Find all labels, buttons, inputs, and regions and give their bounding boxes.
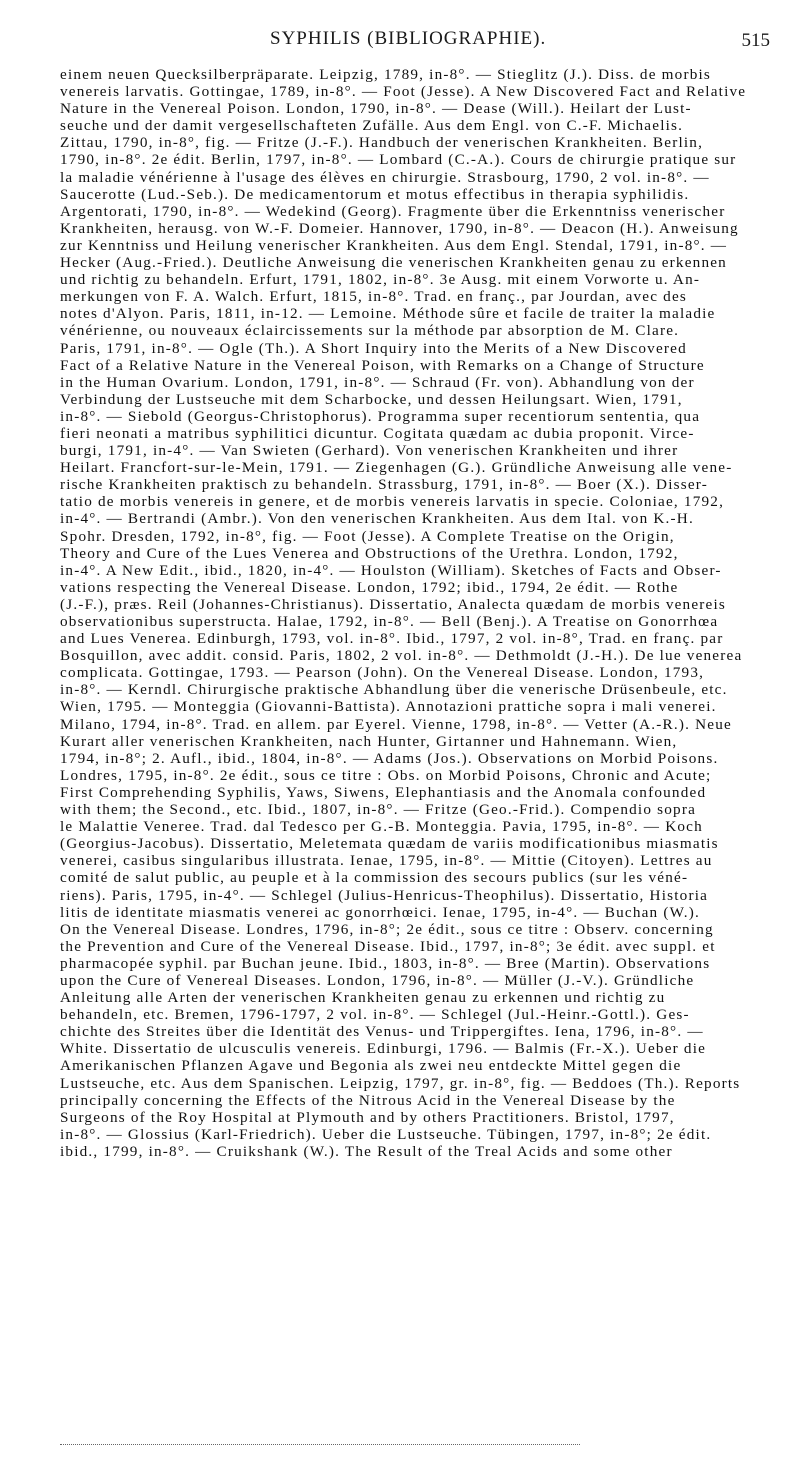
text-line: vénérienne, ou nouveaux éclaircissements sur la méthode par absorption de M. Clare. <box>60 322 680 340</box>
text-line: Zittau, 1790, in-8°, fig. — Fritze (J.-F.). Handbuch der venerischen Krankheiten. Berlin, <box>60 134 704 152</box>
text-line: in-4°. A New Edit., ibid., 1820, in-4°. — Houlston (William). Sketches of Facts and Obser- <box>60 561 722 579</box>
text-line: venereis larvatis. Gottingae, 1789, in-8°. — Foot (Jesse). A New Discovered Fact and Relative <box>60 83 747 101</box>
text-line: principally concerning the Effects of the Nitrous Acid in the Venereal Disease by the <box>60 1091 676 1109</box>
text-line: Fact of a Relative Nature in the Venereal Poison, with Remarks on a Change of Structure <box>60 356 705 374</box>
text-line: burgi, 1791, in-4°. — Van Swieten (Gerhard). Von venerischen Krankheiten und ihrer <box>60 442 679 460</box>
text-line: Bosquillon, avec addit. consid. Paris, 1802, 2 vol. in-8°. — Dethmoldt (J.-H.). De lue venerea <box>60 647 743 665</box>
text-line: 1794, in-8°; 2. Aufl., ibid., 1804, in-8°. — Adams (Jos.). Observations on Morbid Poisons. <box>60 749 719 767</box>
text-line: Nature in the Venereal Poison. London, 1790, in-8°. — Dease (Will.). Heilart der Lust- <box>60 100 692 118</box>
page-header <box>60 28 770 58</box>
text-line: rische Krankheiten praktisch zu behandeln. Strassburg, 1791, in-8°. — Boer (X.). Disser- <box>60 476 709 494</box>
text-line: und richtig zu behandeln. Erfurt, 1791, 1802, in-8°. 3e Ausg. mit einem Vorworte u. An- <box>60 271 701 289</box>
text-line: la maladie vénérienne à l'usage des élèves en chirurgie. Strasbourg, 1790, 2 vol. in-8°. — <box>60 168 710 186</box>
text-line: venerei, casibus singularibus illustrata. Ienae, 1795, in-8°. — Mittie (Citoyen). Lettres au <box>60 852 713 870</box>
footer-rule <box>60 1444 580 1445</box>
text-line: upon the Cure of Venereal Diseases. London, 1796, in-8°. — Müller (J.-V.). Gründliche <box>60 971 695 989</box>
text-line: White. Dissertatio de ulcusculis venereis. Edinburgi, 1796. — Balmis (Fr.-X.). Ueber die <box>60 1040 707 1058</box>
text-line: zur Kenntniss und Heilung venerischer Krankheiten. Aus dem Engl. Stendal, 1791, in-8°. — <box>60 236 728 254</box>
text-line: complicata. Gottingae, 1793. — Pearson (John). On the Venereal Disease. London, 1793, <box>60 664 705 682</box>
text-line: Argentorati, 1790, in-8°. — Wedekind (Georg). Fragmente über die Erkenntniss venerischer <box>60 202 726 220</box>
text-line: the Prevention and Cure of the Venereal Disease. Ibid., 1797, in-8°; 3e édit. avec suppl. et <box>60 937 716 955</box>
text-line: and Lues Venerea. Edinburgh, 1793, vol. in-8°. Ibid., 1797, 2 vol. in-8°, Trad. en franç. par <box>60 630 724 648</box>
text-line: Spohr. Dresden, 1792, in-8°, fig. — Foot (Jesse). A Complete Treatise on the Origin, <box>60 527 675 545</box>
text-line: Heilart. Francfort-sur-le-Mein, 1791. — Ziegenhagen (G.). Gründliche Anweisung alle vene- <box>60 459 733 477</box>
text-line: riens). Paris, 1795, in-4°. — Schlegel (Julius-Henricus-Theophilus). Dissertatio, Historia <box>60 886 709 904</box>
text-line: comité de salut public, au peuple et à la commission des secours publics (sur les véné- <box>60 869 689 887</box>
text-line: tatio de morbis venereis in genere, et de morbis venereis larvatis in specie. Coloniae, 1792, <box>60 493 725 511</box>
text-line: (J.-F.), præs. Reil (Johannes-Christianus). Dissertatio, Analecta quædam de morbis venereis <box>60 595 727 613</box>
bibliography-text <box>60 66 770 1160</box>
text-line: Londres, 1795, in-8°. 2e édit., sous ce titre : Obs. on Morbid Poisons, Chronic and Acute; <box>60 766 712 784</box>
text-line: behandeln, etc. Bremen, 1796-1797, 2 vol. in-8°. — Schlegel (Jul.-Heinr.-Gottl.). Ges- <box>60 1006 690 1024</box>
text-line: in-8°. — Kerndl. Chirurgische praktische Abhandlung über die venerische Drüsenbeule, etc. <box>60 681 728 699</box>
text-line: Surgeons of the Roy Hospital at Plymouth and by others Practitioners. Bristol, 1797, <box>60 1108 675 1126</box>
text-line: chichte des Streites über die Identität des Venus- und Trippergiftes. Iena, 1796, in-8°. — <box>60 1023 704 1041</box>
text-line: On the Venereal Disease. Londres, 1796, in-8°; 2e édit., sous ce titre : Observ. concerning <box>60 920 714 938</box>
text-line: Krankheiten, herausg. von W.-F. Domeier. Hannover, 1790, in-8°. — Deacon (H.). Anweisung <box>60 219 739 237</box>
page-number: 515 <box>741 30 770 51</box>
text-line: le Malattie Veneree. Trad. dal Tedesco per G.-B. Monteggia. Pavia, 1795, in-8°. — Koch <box>60 818 703 836</box>
text-line: with them; the Second., etc. Ibid., 1807, in-8°. — Fritze (Geo.-Frid.). Compendio sopra <box>60 801 697 819</box>
text-line: in-8°. — Siebold (Georgus-Christophorus). Programma super recentiorum sententia, qua <box>60 407 701 425</box>
text-line: Hecker (Aug.-Fried.). Deutliche Anweisung die venerischen Krankheiten genau zu erkennen <box>60 254 727 272</box>
text-line: in-4°. — Bertrandi (Ambr.). Von den venerischen Krankheiten. Aus dem Ital. von K.-H. <box>60 510 694 528</box>
text-line: vations respecting the Venereal Disease. London, 1792; ibid., 1794, 2e édit. — Rothe <box>60 578 679 596</box>
text-line: First Comprehending Syphilis, Yaws, Siwens, Elephantiasis and the Anomala confounded <box>60 783 707 801</box>
text-line: seuche und der damit vergesellschafteten Zufälle. Aus dem Engl. von C.-F. Michaelis. <box>60 117 684 135</box>
text-line: Kurart aller venerischen Krankheiten, nach Hunter, Girtanner und Hahnemann. Wien, <box>60 732 678 750</box>
text-line: merkungen von F. A. Walch. Erfurt, 1815, in-8°. Trad. en franç., par Jourdan, avec des <box>60 288 688 306</box>
text-line: in-8°. — Glossius (Karl-Friedrich). Ueber die Lustseuche. Tübingen, 1797, in-8°; 2e édit. <box>60 1125 712 1143</box>
text-line: (Georgius-Jacobus). Dissertatio, Meletemata quædam de variis modificationibus miasmatis <box>60 835 719 853</box>
text-line: Milano, 1794, in-8°. Trad. en allem. par Eyerel. Vienne, 1798, in-8°. — Vetter (A.-R.). Neue <box>60 715 732 733</box>
text-line: Paris, 1791, in-8°. — Ogle (Th.). A Short Inquiry into the Merits of a New Discovered <box>60 339 687 357</box>
text-line: fieri neonati a matribus syphilitici dicuntur. Cogitata quædam ac dubia proponit. Virce- <box>60 424 695 442</box>
text-line: Theory and Cure of the Lues Venerea and Obstructions of the Urethra. London, 1792, <box>60 544 679 562</box>
text-line: notes d'Alyon. Paris, 1811, in-12. — Lemoine. Méthode sûre et facile de traiter la maladie <box>60 305 716 323</box>
text-line: 1790, in-8°. 2e édit. Berlin, 1797, in-8°. — Lombard (C.-A.). Cours de chirurgie pratique sur <box>60 151 737 169</box>
text-line: einem neuen Quecksilberpräparate. Leipzig, 1789, in-8°. — Stieglitz (J.). Diss. de morbis <box>60 66 712 83</box>
text-line: Wien, 1795. — Monteggia (Giovanni-Battista). Annotazioni prattiche sopra i mali venerei. <box>60 698 717 716</box>
text-line: Anleitung alle Arten der venerischen Krankheiten genau zu erkennen und richtig zu <box>60 989 666 1007</box>
text-line: pharmacopée syphil. par Buchan jeune. Ibid., 1803, in-8°. — Bree (Martin). Observations <box>60 954 711 972</box>
text-line: Verbindung der Lustseuche mit dem Scharbocke, und dessen Heilungsart. Wien, 1791, <box>60 390 683 408</box>
text-line: Saucerotte (Lud.-Seb.). De medicamentorum et motus effectibus in therapia syphilidis. <box>60 185 690 203</box>
text-line: Lustseuche, etc. Aus dem Spanischen. Leipzig, 1797, gr. in-8°, fig. — Beddoes (Th.). Reports <box>60 1074 741 1092</box>
running-title: SYPHILIS (BIBLIOGRAPHIE). <box>270 28 547 49</box>
text-line: Amerikanischen Pflanzen Agave und Begonia als zwei neu entdeckte Mittel gegen die <box>60 1057 682 1075</box>
text-line: in the Human Ovarium. London, 1791, in-8°. — Schraud (Fr. von). Abhandlung von der <box>60 373 695 391</box>
text-line: observationibus superstructa. Halae, 1792, in-8°. — Bell (Benj.). A Treatise on Gonorrhœa <box>60 613 719 630</box>
text-line: ibid., 1799, in-8°. — Cruikshank (W.). The Result of the Treal Acids and some other <box>60 1142 673 1160</box>
text-line: litis de identitate miasmatis venerei ac gonorrhœici. Ienae, 1795, in-4°. — Buchan (W.). <box>60 903 700 921</box>
